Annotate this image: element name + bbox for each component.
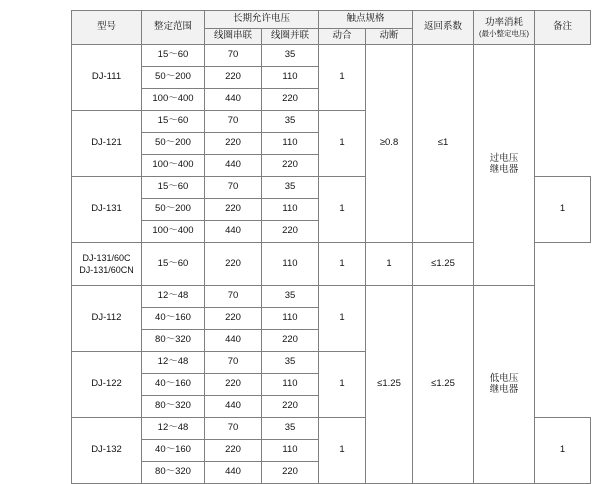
cell-contact-make: 1 — [319, 286, 366, 352]
cell-model: DJ-132 — [72, 418, 142, 484]
header-power-consumption — [474, 11, 535, 45]
cell-power-consumption: ≤1.25 — [413, 243, 474, 286]
cell-coil-parallel: 220 — [262, 330, 319, 352]
cell-coil-series: 70 — [205, 286, 262, 308]
cell-contact-break: 1 — [319, 352, 366, 418]
cell-setting-range: 50～200 — [142, 199, 205, 221]
table-body — [72, 45, 591, 484]
cell-model: DJ-131 — [72, 177, 142, 243]
cell-coil-parallel: 220 — [262, 221, 319, 243]
cell-setting-range: 12～48 — [142, 286, 205, 308]
cell-setting-range: 100～400 — [142, 221, 205, 243]
cell-setting-range: 15～60 — [142, 243, 205, 286]
cell-coil-parallel: 110 — [262, 67, 319, 89]
cell-coil-parallel: 110 — [262, 308, 319, 330]
header-model: 型号 — [72, 11, 142, 45]
cell-return-coefficient: ≥0.8 — [366, 45, 413, 243]
cell-model: DJ-131/60C DJ-131/60CN — [72, 243, 142, 286]
cell-setting-range: 15～60 — [142, 177, 205, 199]
cell-contact-break: 1 — [535, 418, 591, 484]
cell-coil-parallel: 220 — [262, 89, 319, 111]
header-coil-series: 线圈串联 — [205, 29, 262, 45]
cell-coil-parallel: 110 — [262, 133, 319, 155]
cell-remark: 过电压 继电器 — [474, 45, 535, 286]
cell-power-consumption: ≤1 — [413, 45, 474, 243]
cell-coil-parallel: 110 — [262, 374, 319, 396]
cell-coil-parallel: 35 — [262, 352, 319, 374]
cell-coil-parallel: 220 — [262, 396, 319, 418]
cell-setting-range: 15～60 — [142, 111, 205, 133]
cell-coil-series: 440 — [205, 330, 262, 352]
cell-contact-make: 1 — [319, 177, 366, 243]
cell-coil-parallel: 35 — [262, 177, 319, 199]
cell-model: DJ-111 — [72, 45, 142, 111]
table-header — [72, 11, 591, 45]
cell-contact-make: 1 — [319, 243, 366, 286]
cell-coil-series: 440 — [205, 396, 262, 418]
cell-setting-range: 80～320 — [142, 396, 205, 418]
cell-remark: 低电压 继电器 — [474, 286, 535, 484]
cell-coil-series: 220 — [205, 308, 262, 330]
cell-return-coefficient: ≤1.25 — [366, 286, 413, 484]
cell-coil-series: 220 — [205, 374, 262, 396]
cell-power-consumption: ≤1.25 — [413, 286, 474, 484]
cell-setting-range: 50～200 — [142, 133, 205, 155]
header-contact-spec: 触点规格 — [319, 11, 413, 29]
header-coil-parallel: 线圈并联 — [262, 29, 319, 45]
cell-coil-series: 220 — [205, 440, 262, 462]
cell-coil-series: 440 — [205, 462, 262, 484]
table-row — [72, 45, 591, 67]
cell-coil-parallel: 35 — [262, 418, 319, 440]
header-power-consumption-main: 功率消耗 — [485, 17, 524, 29]
cell-setting-range: 50～200 — [142, 67, 205, 89]
cell-contact-break: 1 — [535, 177, 591, 243]
cell-coil-parallel: 110 — [262, 199, 319, 221]
header-contact-make: 动合 — [319, 29, 366, 45]
cell-setting-range: 40～160 — [142, 308, 205, 330]
table-row — [72, 286, 591, 308]
cell-coil-series: 70 — [205, 111, 262, 133]
cell-coil-series: 220 — [205, 199, 262, 221]
cell-model: DJ-122 — [72, 352, 142, 418]
cell-setting-range: 15～60 — [142, 45, 205, 67]
header-remark: 备注 — [535, 11, 591, 45]
cell-coil-parallel: 35 — [262, 111, 319, 133]
cell-setting-range: 100～400 — [142, 89, 205, 111]
cell-contact-make: 1 — [319, 418, 366, 484]
cell-coil-parallel: 35 — [262, 45, 319, 67]
cell-coil-series: 440 — [205, 155, 262, 177]
cell-contact-make: 1 — [319, 45, 366, 111]
cell-coil-series: 220 — [205, 243, 262, 286]
cell-contact-break: 1 — [366, 243, 413, 286]
cell-setting-range: 80～320 — [142, 330, 205, 352]
cell-coil-series: 220 — [205, 133, 262, 155]
cell-model: DJ-121 — [72, 111, 142, 177]
cell-setting-range: 40～160 — [142, 440, 205, 462]
cell-coil-parallel: 35 — [262, 286, 319, 308]
cell-coil-series: 70 — [205, 418, 262, 440]
header-long-term-voltage: 长期允许电压 — [205, 11, 319, 29]
cell-coil-parallel: 110 — [262, 243, 319, 286]
cell-model: DJ-112 — [72, 286, 142, 352]
cell-setting-range: 40～160 — [142, 374, 205, 396]
relay-specification-table — [71, 10, 591, 484]
cell-setting-range: 12～48 — [142, 418, 205, 440]
header-setting-range: 整定范围 — [142, 11, 205, 45]
cell-setting-range: 80～320 — [142, 462, 205, 484]
header-contact-break: 动断 — [366, 29, 413, 45]
cell-setting-range: 100～400 — [142, 155, 205, 177]
header-power-consumption-sub: (最小整定电压) — [479, 28, 530, 38]
cell-coil-parallel: 110 — [262, 440, 319, 462]
cell-coil-series: 70 — [205, 45, 262, 67]
cell-coil-series: 440 — [205, 89, 262, 111]
cell-coil-series: 70 — [205, 352, 262, 374]
cell-coil-series: 70 — [205, 177, 262, 199]
cell-contact-break: 1 — [319, 111, 366, 177]
cell-coil-parallel: 220 — [262, 155, 319, 177]
cell-coil-series: 220 — [205, 67, 262, 89]
cell-coil-series: 440 — [205, 221, 262, 243]
cell-coil-parallel: 220 — [262, 462, 319, 484]
cell-setting-range: 12～48 — [142, 352, 205, 374]
header-return-coefficient: 返回系数 — [413, 11, 474, 45]
